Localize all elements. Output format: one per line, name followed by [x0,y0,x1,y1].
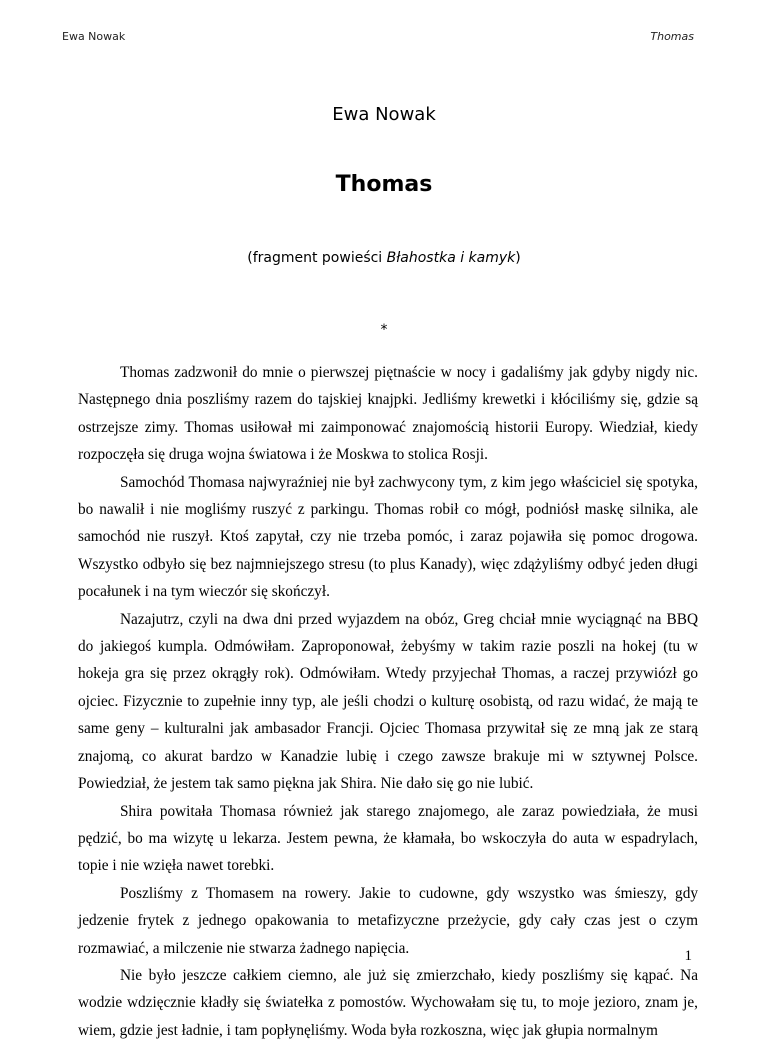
paragraph: Poszliśmy z Thomasem na rowery. Jakie to cudowne, gdy wszystko was śmieszy, gdy jedzenie frytek z jednego opakowania to metafizyczne przeżycie, gdy cały czas jest o czym rozmawiać, a milczenie nie stwarza żadnego napięcia. [78,884,698,957]
subtitle-close: ) [515,250,521,266]
header-title: Thomas [650,30,694,43]
paragraph: Shira powitała Thomasa również jak starego znajomego, ale zaraz powiedziała, że musi pędzić, bo ma wizytę u lekarza. Jestem pewna, że kłamała, bo wskoczyła do auta w espadrylach, topie i nie wzięła nawet torebki. [78,802,698,875]
paragraph: Samochód Thomasa najwyraźniej nie był zachwycony tym, z kim jego właściciel się spotyka, bo nawalił i nie mogliśmy ruszyć z parkingu. Thomas robił co mógł, podniósł maskę silnika, ale samochód nie ruszył. Ktoś zapytał, czy nie trzeba pomóc, i zaraz pojawiła się pomoc drogowa. Wszystko odbyło się bez najmniejszego stresu (to plus Kanady), więc zdążyliśmy odbyć jeden długi pocałunek i na tym wieczór się skończył. [78,473,698,601]
page-number: 1 [684,948,692,964]
page-header [62,30,694,48]
story-title: Thomas [335,172,433,197]
paragraph: Nie było jeszcze całkiem ciemno, ale już się zmierzchało, kiedy poszliśmy się kąpać. Na wodzie wdzięcznie kładły się światełka z pomostów. Wychowałam się tu, to moje jezioro, znam je, wiem, gdzie jest ładnie, i tam popłynęliśmy. Woda była rozkoszna, więc jak głupia normalnym [78,966,698,1039]
subtitle [0,250,768,266]
paragraph: Nazajutrz, czyli na dwa dni przed wyjazdem na obóz, Greg chciał mnie wyciągnąć na BBQ do jakiegoś kumpla. Odmówiłam. Zaproponował, żebyśmy w takim razie poszli na hokej (tu w hokeja gra się przez okrągły rok). Odmówiłam. Wtedy przyjechał Thomas, a raczej przywiózł go ojciec. Fizycznie to zupełnie inny typ, ale jeśli chodzi o kulturę osobistą, od razu widać, że mają te same geny – kulturalni jak ambasador Francji. Ojciec Thomasa przywitał się ze mną jak ze starą znajomą, co akurat bardzo w Kanadzie lubię i czego zawsze brakuje mi w sztywnej Polsce. Powiedział, że jestem tak samo piękna jak Shira. Nie dało się go nie lubić. [78,610,698,793]
book-title: Błahostka i kamyk [386,250,516,266]
paragraph: Thomas zadzwonił do mnie o pierwszej piętnaście w nocy i gadaliśmy jak gdyby nigdy nic. Następnego dnia poszliśmy razem do tajskiej knajpki. Jedliśmy krewetki i kłóciliśmy się, gdzie są ostrzejsze zimy. Thomas usiłował mi zaimponować znajomością historii Europy. Wiedział, kiedy rozpoczęła się druga wojna światowa i że Moskwa to stolica Rosji. [78,364,698,464]
header-author: Ewa Nowak [62,30,126,43]
section-separator: * [380,322,388,338]
author-name: Ewa Nowak [332,104,436,125]
subtitle-open: (fragment powieści [247,250,387,266]
body-text [78,359,698,1044]
